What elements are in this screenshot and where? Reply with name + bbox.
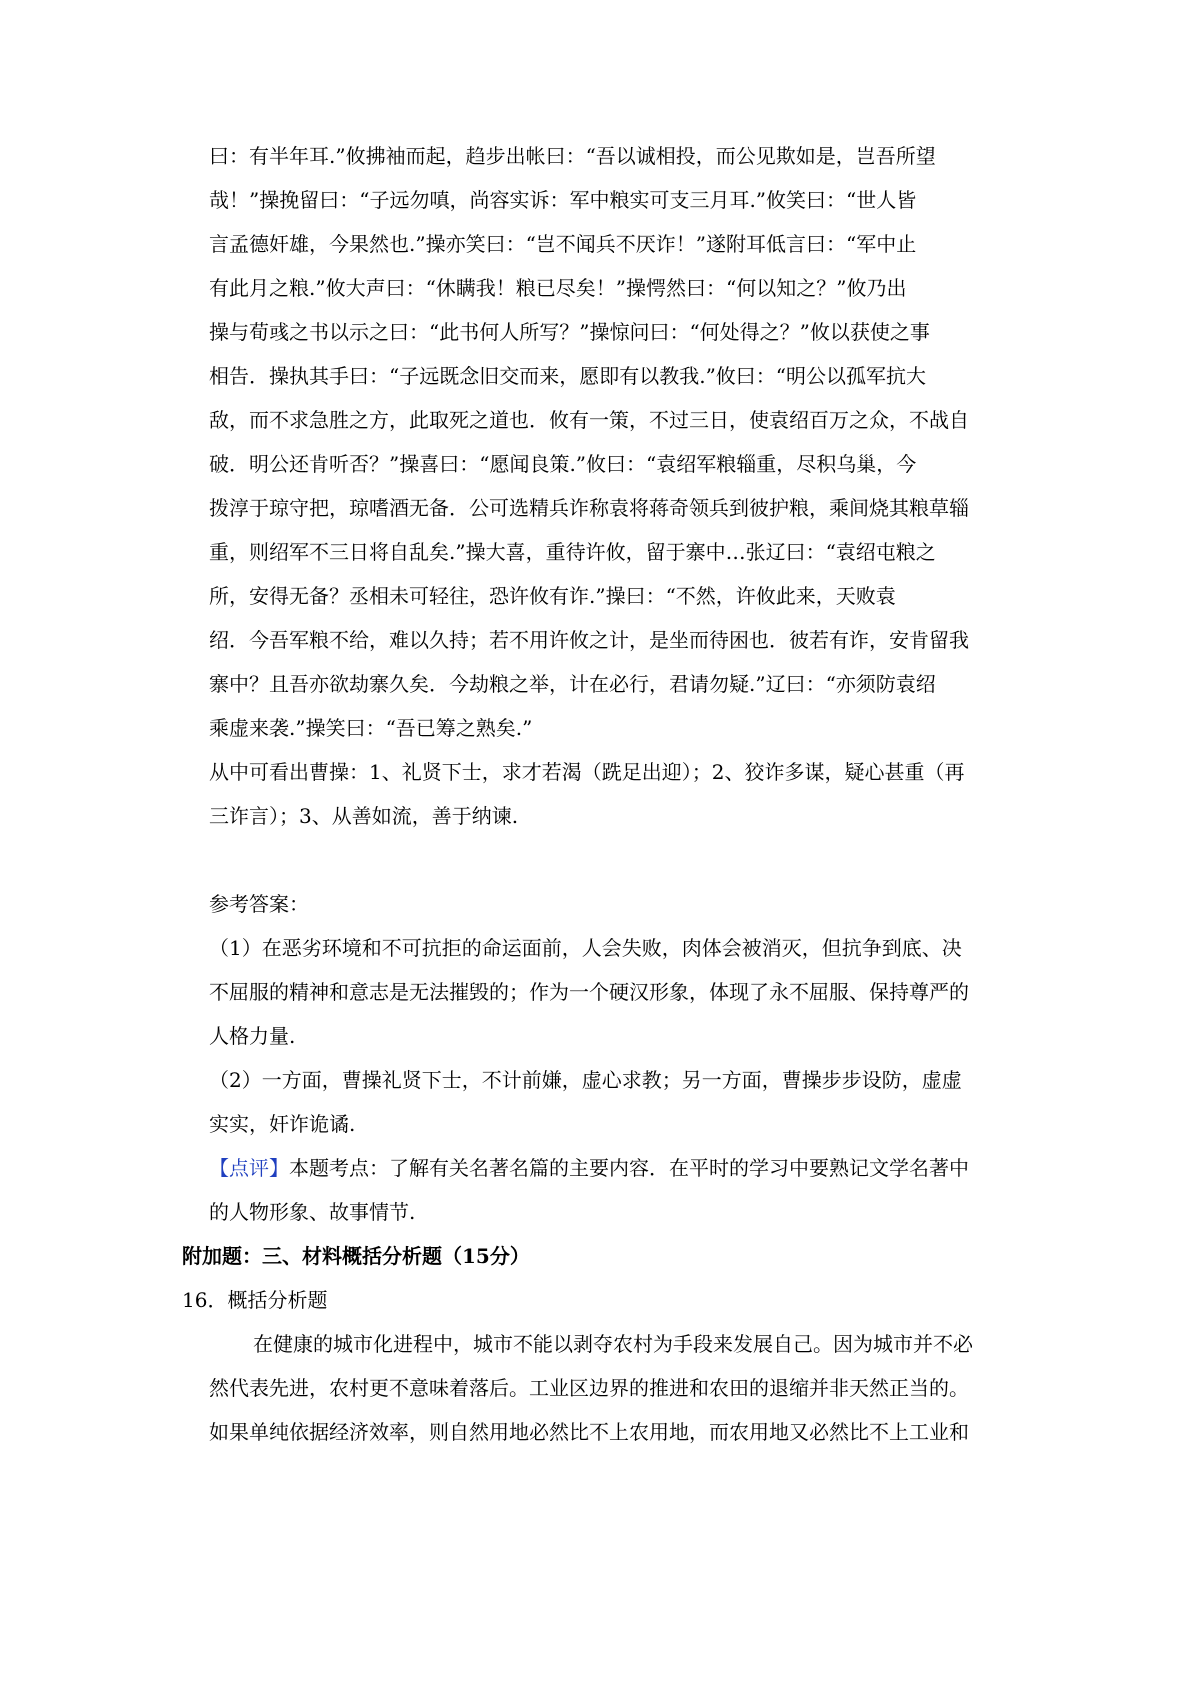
story-line: 重，则绍军不三日将自乱矣.”操大喜，重待许攸，留于寨中…张辽曰：“袁绍屯粮之 [209,540,936,564]
comment-line [209,1156,969,1180]
section-title: 附加题：三、材料概括分析题（15分） [182,1244,530,1268]
answer-line: 实实，奸诈诡谲. [209,1112,356,1136]
story-line: 哉！”操挽留曰：“子远勿嗔，尚容实诉：军中粮实可支三月耳.”攸笑曰：“世人皆 [209,188,917,212]
story-line: 相告．操执其手曰：“子远既念旧交而来，愿即有以教我.”攸曰：“明公以孤军抗大 [209,364,927,388]
answer-line: （2）一方面，曹操礼贤下士，不计前嫌，虚心求教；另一方面，曹操步步设防，虚虚 [209,1068,962,1092]
story-line: 乘虚来袭.”操笑曰：“吾已筹之熟矣.” [209,716,533,740]
answer-line: 不屈服的精神和意志是无法摧毁的；作为一个硬汉形象，体现了永不屈服、保持尊严的 [209,980,969,1004]
story-line: 所，安得无备？丞相未可轻往，恐许攸有诈.”操曰：“不然，许攸此来，天败袁 [209,584,896,608]
story-line: 敌，而不求急胜之方，此取死之道也．攸有一策，不过三日，使袁绍百万之众，不战自 [209,408,969,432]
material-line: 然代表先进，农村更不意味着落后。工业区边界的推进和农田的退缩并非天然正当的。 [209,1376,969,1400]
story-line: 绍．今吾军粮不给，难以久持；若不用许攸之计，是坐而待困也．彼若有诈，安肯留我 [209,628,969,652]
analysis-line: 从中可看出曹操：1、礼贤下士，求才若渴（跣足出迎）；2、狡诈多谋，疑心甚重（再 [209,760,965,784]
comment-tag: 【点评】 [209,1156,289,1180]
material-line: 在健康的城市化进程中，城市不能以剥夺农村为手段来发展自己。因为城市并不必 [253,1332,973,1356]
comment-line: 的人物形象、故事情节. [209,1200,416,1224]
answer-label: 参考答案： [209,892,309,916]
story-line: 操与荀彧之书以示之曰：“此书何人所写？”操惊问曰：“何处得之？”攸以获使之事 [209,320,930,344]
story-line: 言孟德奸雄，今果然也.”操亦笑曰：“岂不闻兵不厌诈！”遂附耳低言曰：“军中止 [209,232,917,256]
answer-line: 人格力量. [209,1024,296,1048]
comment-text: 本题考点：了解有关名著名篇的主要内容．在平时的学习中要熟记文学名著中 [289,1156,969,1180]
story-line: 破．明公还肯听否？”操喜曰：“愿闻良策.”攸曰：“袁绍军粮辎重，尽积乌巢，今 [209,452,917,476]
story-line: 拨淳于琼守把，琼嗜酒无备．公可选精兵诈称袁将蒋奇领兵到彼护粮，乘间烧其粮草辎 [209,496,969,520]
story-line: 有此月之粮.”攸大声曰：“休瞒我！粮已尽矣！”操愕然曰：“何以知之？”攸乃出 [209,276,907,300]
analysis-line: 三诈言）；3、从善如流，善于纳谏. [209,804,519,828]
story-line: 寨中？且吾亦欲劫寨久矣．今劫粮之举，计在必行，君请勿疑.”辽曰：“亦须防袁绍 [209,672,936,696]
material-line: 如果单纯依据经济效率，则自然用地必然比不上农用地，而农用地又必然比不上工业和 [209,1420,969,1444]
story-line: 曰：有半年耳.”攸拂袖而起，趋步出帐曰：“吾以诚相投，而公见欺如是，岂吾所望 [209,144,936,168]
answer-line: （1）在恶劣环境和不可抗拒的命运面前，人会失败，肉体会被消灭，但抗争到底、决 [209,936,962,960]
question-title: 16．概括分析题 [182,1288,328,1312]
